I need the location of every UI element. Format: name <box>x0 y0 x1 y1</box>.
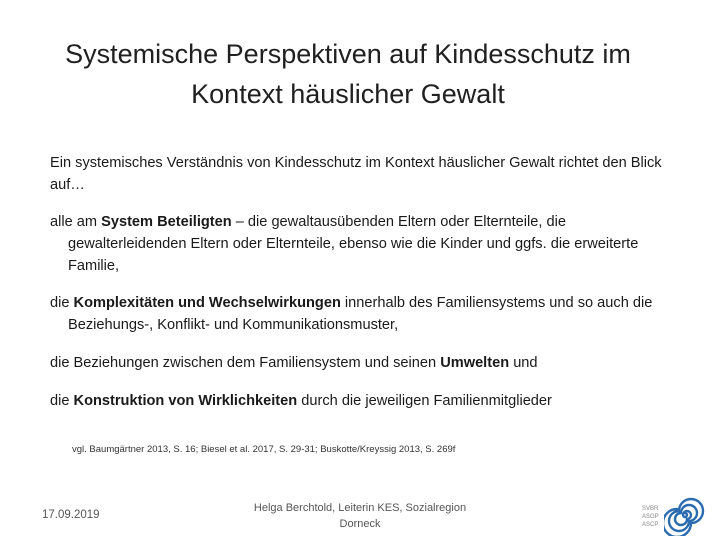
bullet-4-before: die <box>50 393 74 409</box>
logo-text-line-3: ASCP <box>642 522 659 528</box>
footer-date: 17.09.2019 <box>42 509 100 521</box>
bullet-2-before: die <box>50 295 74 311</box>
spiral-logo-stroke <box>664 499 703 536</box>
bullet-komplexitaeten <box>50 292 718 336</box>
source-reference: vgl. Baumgärtner 2013, S. 16; Biesel et al. 2017, S. 29-31; Buskotte/Kreyssig 2013, S. 269f <box>72 444 456 455</box>
footer-presenter-line-1: Helga Berchtold, Leiterin KES, Sozialregion <box>253 502 467 514</box>
bullet-konstruktion <box>50 390 688 412</box>
footer-presenter <box>240 500 480 532</box>
slide-title-line-1: Systemische Perspektiven auf Kindesschutz im <box>65 39 631 69</box>
slide-title <box>20 34 676 114</box>
bullet-3-bold: Umwelten <box>440 355 510 371</box>
bullet-1-before: alle am <box>50 214 102 230</box>
bullet-2-after: innerhalb des Familiensystems und so auch die Beziehungs-, Konflikt- und Kommunikationsmuster, <box>68 295 653 333</box>
logo-text-line-1: SVBR <box>642 506 659 512</box>
bullet-3-before: die Beziehungen zwischen dem Familiensystem und seinen <box>50 355 441 371</box>
bullet-4-after: durch die jeweiligen Familienmitglieder <box>297 393 552 409</box>
bullet-1-after: – die gewaltausübenden Eltern oder Elternteile, die gewalterleidenden Eltern oder Elternteile, ebenso wie die Kinder und ggfs. die erweiterte Familie, <box>68 214 639 274</box>
bullet-2-bold: Komplexitäten und Wechselwirkungen <box>73 295 341 311</box>
logo-text <box>642 505 659 529</box>
bullet-1-bold: System Beteiligten <box>101 214 232 230</box>
logo-text-line-2: ASGP <box>642 514 659 520</box>
bullet-3-after: und <box>509 355 538 371</box>
bullet-4-bold: Konstruktion von Wirklichkeiten <box>73 393 298 409</box>
bullet-umwelten <box>50 352 688 374</box>
bullet-system-beteiligte <box>50 211 688 277</box>
spiral-logo-icon <box>664 494 706 536</box>
slide-title-line-2: Kontext häuslicher Gewalt <box>191 79 505 109</box>
intro-paragraph: Ein systemisches Verständnis von Kindesschutz im Kontext häuslicher Gewalt richtet den Blick auf… <box>50 155 662 193</box>
footer-presenter-line-2: Dorneck <box>339 518 381 530</box>
